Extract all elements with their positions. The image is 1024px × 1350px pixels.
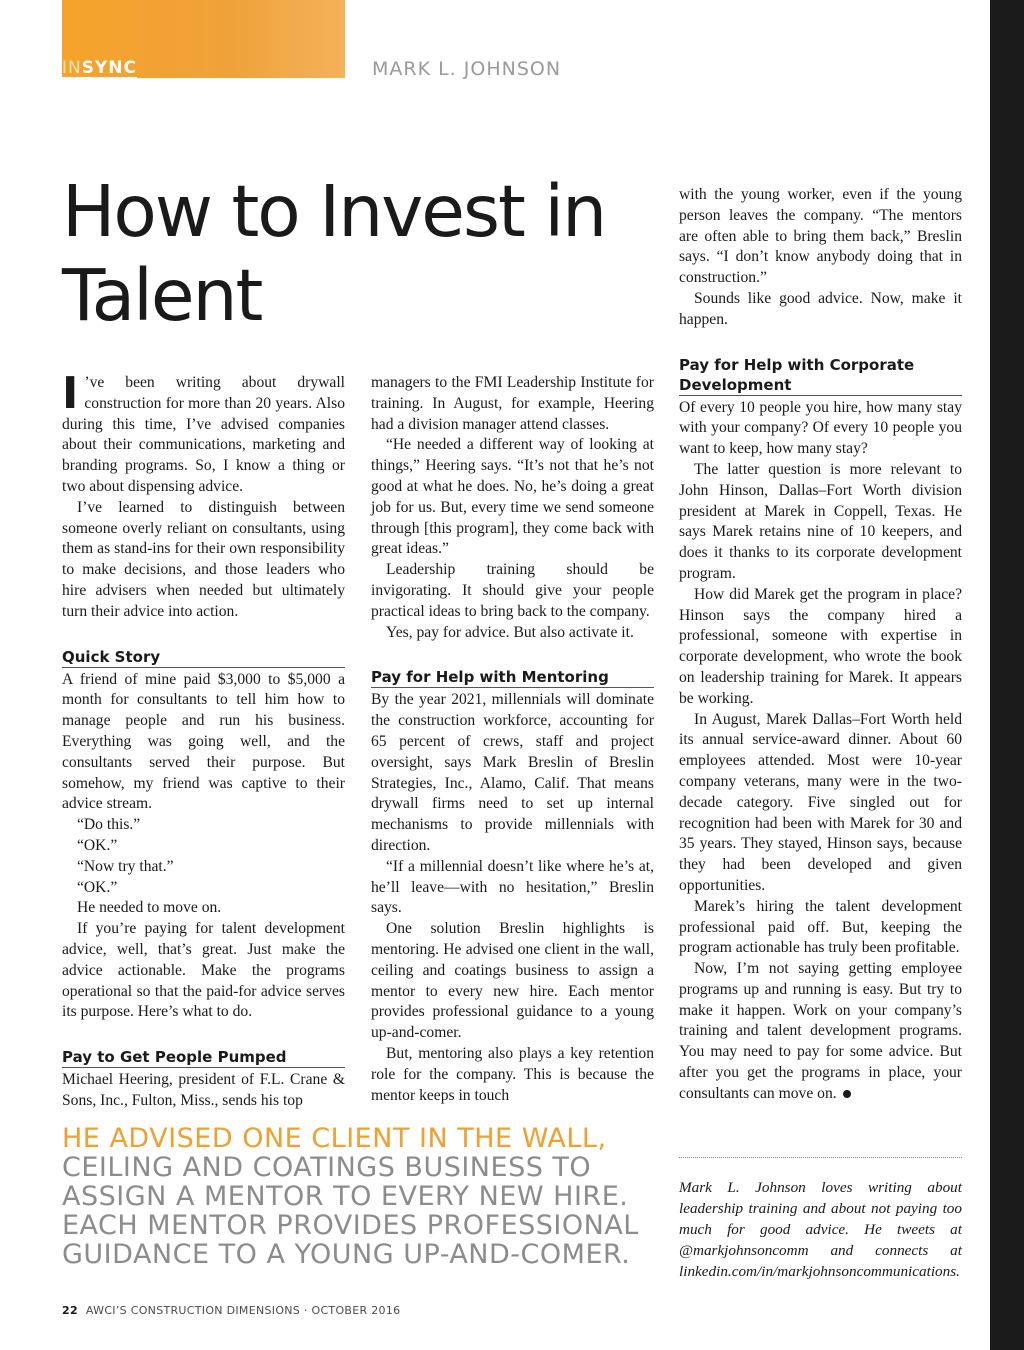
publication-line: AWCI’S CONSTRUCTION DIMENSIONS · OCTOBER 2016 — [85, 1304, 401, 1317]
paragraph: “OK.” — [77, 836, 118, 854]
paragraph: One solution Breslin highlights is mentoring. He advised one client in the wall, ceiling and coatings business to assign a mentor to every new hire. Each mentor provides professional guidance to a young up-and-comer. — [371, 920, 654, 1042]
author-byline: MARK L. JOHNSON — [372, 58, 562, 80]
paragraph: A friend of mine paid $3,000 to $5,000 a month for consultants to tell him how to manage people and run his business. Everything was going well, and the consultants served their purpose. But somehow, my friend was captive to their advice stream. — [62, 670, 345, 813]
end-mark-icon — [843, 1090, 851, 1098]
section-tag-suffix: SYNC — [81, 58, 137, 78]
column-1 — [62, 368, 345, 1112]
pull-quote-accent: HE ADVISED ONE CLIENT IN THE WALL, — [62, 1123, 607, 1154]
paragraph: “OK.” — [77, 878, 118, 896]
page-footer — [62, 1304, 400, 1317]
bio-divider — [679, 1157, 962, 1158]
page-number: 22 — [62, 1304, 78, 1317]
paragraph: The latter question is more relevant to John Hinson, Dallas–Fort Worth division president at Marek in Coppell, Texas. He says Marek retains nine of 10 keepers, and does it thanks to its corporate development program. — [679, 460, 962, 582]
paragraph: “Now try that.” — [77, 857, 174, 875]
paragraph: Sounds like good advice. Now, make it happen. — [679, 289, 962, 328]
column-3 — [679, 185, 962, 1105]
drop-cap: I — [62, 368, 79, 419]
paragraph: By the year 2021, millennials will dominate the construction workforce, accounting for 65 percent of crews, staff and project oversight, says Mark Breslin of Breslin Strategies, Inc., Alamo, Calif. That means drywall firms need to set up internal mechanisms to provide millennials with direction. — [371, 691, 654, 854]
pull-quote — [62, 1124, 662, 1269]
subhead-pay-for-help-with-mentoring: Pay for Help with Mentoring — [371, 667, 654, 688]
subhead-pay-for-help-with-corporate-development: Pay for Help with Corporate Development — [679, 355, 962, 396]
article-title: How to Invest in Talent — [62, 170, 606, 337]
paragraph: He needed to move on. — [77, 899, 222, 917]
paragraph: How did Marek get the program in place? Hinson says the company hired a professional, someone with expertise in corporate development, who wrote the book on leadership training for Marek. It appears be working. — [679, 585, 962, 707]
paragraph: In August, Marek Dallas–Fort Worth held its annual service-award dinner. About 60 employees attended. Most were 10-year company veterans, many were in the two-decade category. Five singled out for recognition had been with Marek for 30 and 35 years. They stayed, Hinson says, because they had been developed and given opportunities. — [679, 710, 962, 894]
pull-quote-text: CEILING AND COATINGS BUSINESS TO ASSIGN A MENTOR TO EVERY NEW HIRE. EACH MENTOR PROVIDES PROFESSIONAL GUIDANCE TO A YOUNG UP-AND-COMER. — [62, 1152, 639, 1270]
paragraph: Leadership training should be invigorating. It should give your people practical ideas to bring back to the company. — [371, 561, 654, 620]
paragraph: I’ve learned to distinguish between someone overly reliant on consultants, using them as stand-ins for their own responsibility to make decisions, and those leaders who hire advisers when needed but ultimately turn their advice into action. — [62, 498, 345, 620]
subhead-pay-to-get-people-pumped: Pay to Get People Pumped — [62, 1047, 345, 1068]
paragraph: Yes, pay for advice. But also activate it. — [386, 623, 634, 641]
section-tag — [62, 59, 137, 79]
paragraph: ’ve been writing about drywall construction for more than 20 years. Also during this time, I’ve advised companies about their communications, marketing and branding programs. So, I know a thing or two about dispensing advice. — [62, 374, 345, 495]
column-2 — [371, 373, 654, 1106]
paragraph: Of every 10 people you hire, how many stay with your company? Of every 10 people you want to keep, how many stay? — [679, 398, 962, 458]
paragraph: Marek’s hiring the talent development professional paid off. But, keeping the program actionable has truly been profitable. — [679, 897, 962, 957]
paragraph: “He needed a different way of looking at things,” Heering says. “It’s not that he’s not good at what he does. No, he’s doing a great job for us. But, every time we send someone through [this program], they come back with great ideas.” — [371, 436, 654, 558]
paragraph: Michael Heering, president of F.L. Crane & Sons, Inc., Fulton, Miss., sends his top — [62, 1071, 345, 1109]
paragraph: Now, I’m not saying getting employee programs up and running is easy. But try to make it happen. Work on your company’s training and talent development programs. You may need to pay for some advice. But after you get the programs in place, your consultants can move on. — [679, 960, 962, 1102]
subhead-quick-story: Quick Story — [62, 647, 345, 668]
author-bio: Mark L. Johnson loves writing about leadership training and about not paying too much for good advice. He tweets at @markjohnsoncomm and connects at linkedin.com/in/markjohnsoncommunications. — [679, 1179, 962, 1280]
paragraph: But, mentoring also plays a key retention role for the company. This is because the mentor keeps in touch — [371, 1044, 654, 1104]
section-tag-prefix: IN — [62, 58, 82, 78]
paragraph: If you’re paying for talent development advice, well, that’s great. Just make the advice actionable. Make the programs operational so that the paid-for advice serves its purpose. Here’s what to do. — [62, 920, 345, 1021]
paragraph: “If a millennial doesn’t like where he’s at, he’ll leave—with no hesitation,” Breslin says. — [371, 857, 654, 917]
page-edge-bar — [990, 0, 1024, 1350]
paragraph: “Do this.” — [77, 816, 141, 834]
paragraph: managers to the FMI Leadership Institute for training. In August, for example, Heering had a division manager attend classes. — [371, 374, 654, 433]
paragraph: with the young worker, even if the young person leaves the company. “The mentors are often able to bring them back,” Breslin says. “I don’t know anybody doing that in construction.” — [679, 186, 962, 287]
